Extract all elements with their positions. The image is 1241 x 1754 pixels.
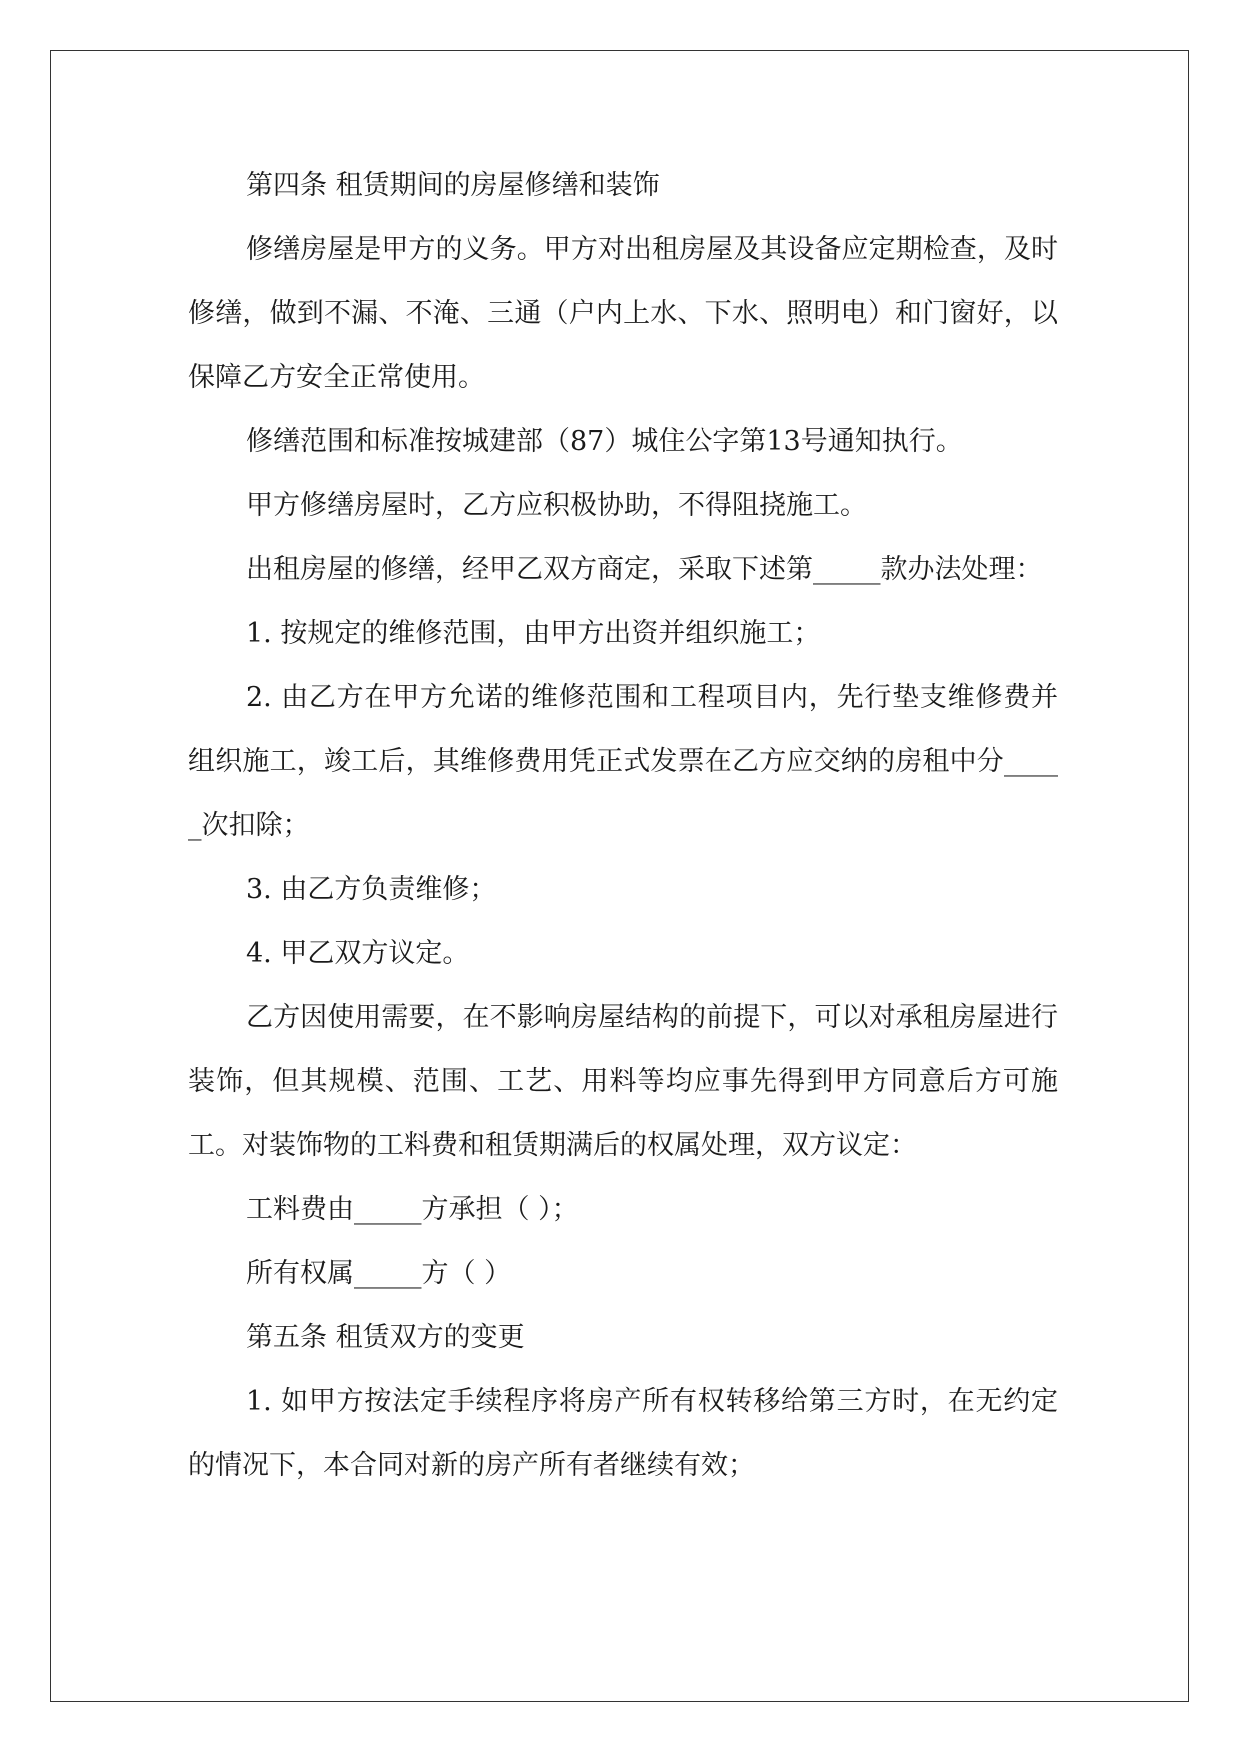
list-item: 1. 如甲方按法定手续程序将房产所有权转移给第三方时，在无约定的情况下，本合同对新的房产所有者继续有效； (188, 1386, 1058, 1481)
paragraph: 甲方修缮房屋时，乙方应积极协助，不得阻挠施工。 (246, 490, 867, 521)
list-item: 2. 由乙方在甲方允诺的维修范围和工程项目内，先行垫支维修费并组织施工，竣工后，其维修费用凭正式发票在乙方应交纳的房租中分_____次扣除； (188, 682, 1058, 841)
paragraph: 所有权属_____方（ ） (246, 1258, 512, 1289)
article-heading: 第五条 租赁双方的变更 (246, 1322, 525, 1353)
paragraph: 修缮房屋是甲方的义务。甲方对出租房屋及其设备应定期检查，及时修缮，做到不漏、不淹、三通（户内上水、下水、照明电）和门窗好，以保障乙方安全正常使用。 (188, 234, 1058, 393)
paragraph: 修缮范围和标准按城建部（87）城住公字第13号通知执行。 (246, 426, 963, 457)
list-item: 4. 甲乙双方议定。 (246, 938, 470, 969)
list-item: 1. 按规定的维修范围，由甲方出资并组织施工； (246, 618, 821, 649)
list-item: 3. 由乙方负责维修； (246, 874, 497, 905)
paragraph: 乙方因使用需要，在不影响房屋结构的前提下，可以对承租房屋进行装饰，但其规模、范围、工艺、用料等均应事先得到甲方同意后方可施工。对装饰物的工料费和租赁期满后的权属处理，双方议定： (188, 1002, 1058, 1161)
document-body (188, 154, 1058, 1498)
paragraph: 出租房屋的修缮，经甲乙双方商定，采取下述第_____款办法处理： (246, 554, 1043, 585)
paragraph: 工料费由_____方承担（ ）； (246, 1194, 579, 1225)
article-heading: 第四条 租赁期间的房屋修缮和装饰 (246, 170, 660, 201)
